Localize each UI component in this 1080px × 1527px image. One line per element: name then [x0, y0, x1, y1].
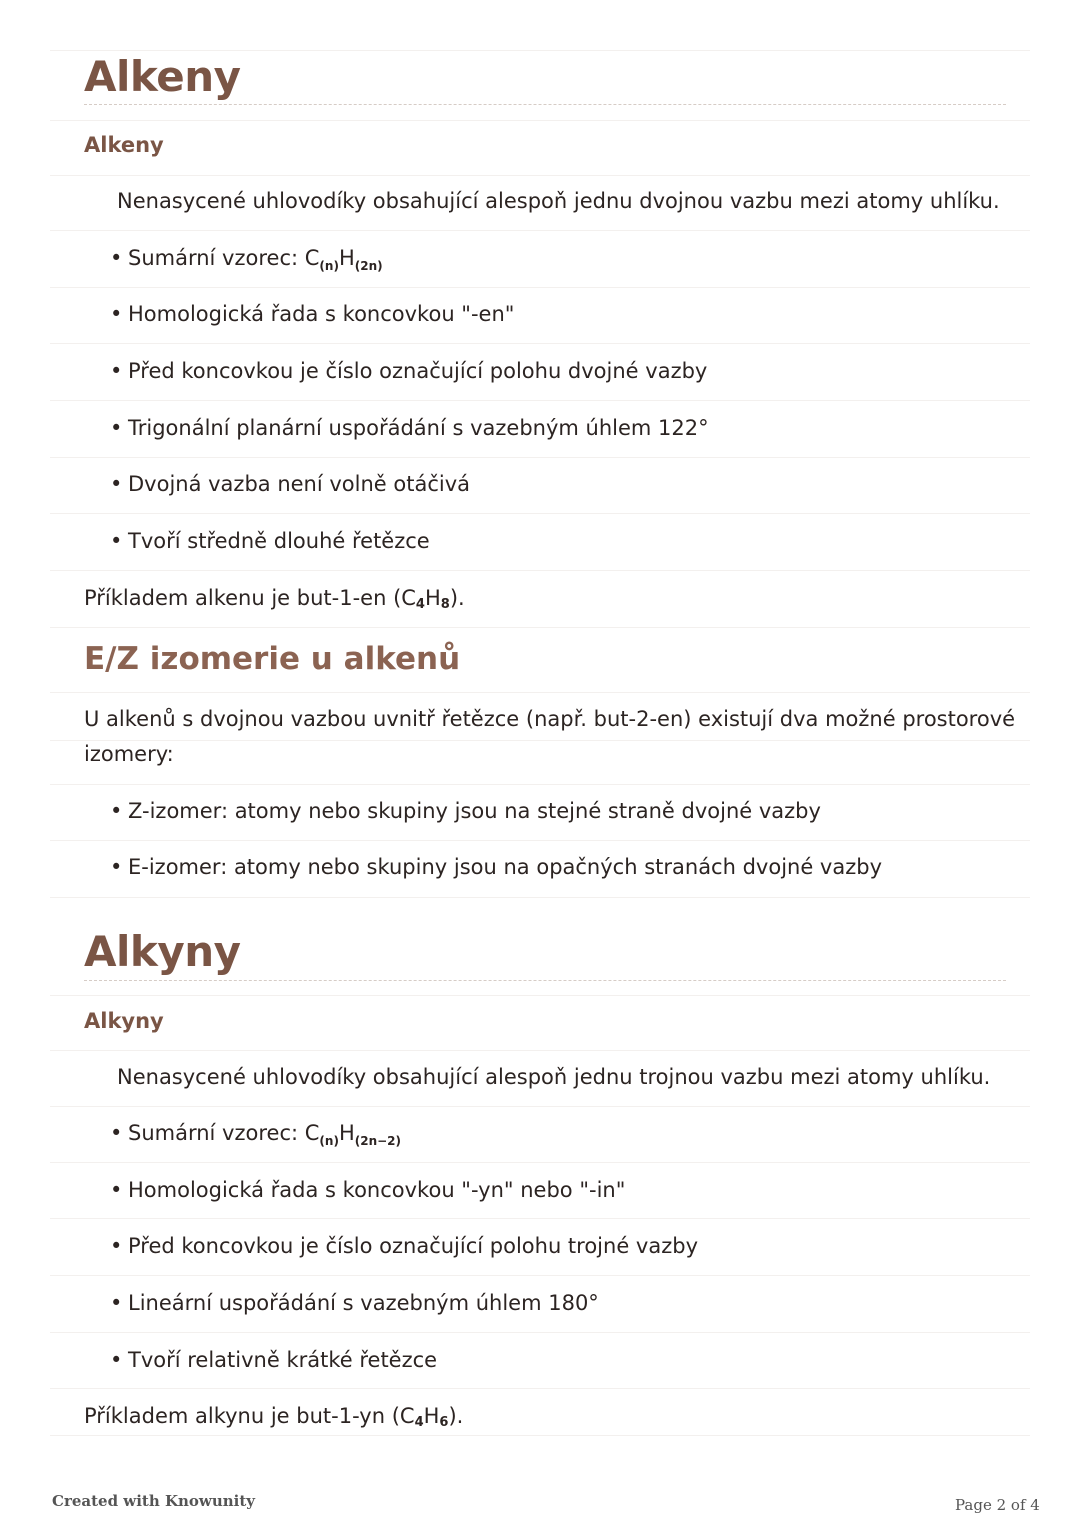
example-suffix: ). [448, 1404, 464, 1428]
bullet-dot: • [110, 799, 123, 823]
rule-line [50, 120, 1030, 121]
list-item-text: E-izomer: atomy nebo skupiny jsou na opačných stranách dvojné vazby [128, 855, 883, 879]
bullet-dot: • [110, 1121, 123, 1145]
example-c-subscript: 4 [415, 597, 425, 612]
list-item [110, 416, 709, 440]
rule-line [50, 287, 1030, 288]
list-item [110, 1291, 599, 1315]
alkeny-formula-item [110, 246, 383, 273]
rule-line [50, 513, 1030, 514]
formula-h: H [338, 1121, 355, 1145]
example-suffix: ). [449, 586, 465, 610]
bullet-dot: • [110, 472, 123, 496]
alkeny-example [84, 586, 465, 612]
list-item [110, 1178, 625, 1202]
example-h: H [423, 1404, 440, 1428]
rule-line [50, 400, 1030, 401]
example-text: Příkladem alkynu je but-1-yn (C [84, 1404, 415, 1428]
rule-line [50, 343, 1030, 344]
rule-line [50, 897, 1030, 898]
alkyny-title: Alkyny [84, 927, 241, 976]
bullet-dot: • [110, 302, 123, 326]
list-item-text: Z-izomer: atomy nebo skupiny jsou na stejné straně dvojné vazby [128, 799, 821, 823]
rule-line [50, 740, 1030, 741]
bullet-dot: • [110, 416, 123, 440]
rule-line [50, 1050, 1030, 1051]
rule-line [50, 627, 1030, 628]
list-item-text: Tvoří relativně krátké řetězce [128, 1348, 438, 1372]
ez-paragraph-line: U alkenů s dvojnou vazbou uvnitř řetězce (např. but-2-en) existují dva možné prostorové [84, 707, 1016, 731]
formula-h: H [338, 246, 355, 270]
example-h-subscript: 8 [440, 597, 450, 612]
bullet-dot: • [110, 855, 123, 879]
list-item-text: Před koncovkou je číslo označující polohu trojné vazby [128, 1234, 698, 1258]
footer-credit: Created with Knowunity [52, 1492, 255, 1510]
formula-c-subscript: (n) [319, 259, 339, 273]
bullet-dot: • [110, 1348, 123, 1372]
rule-line [50, 1162, 1030, 1163]
formula-label: Sumární vzorec: [128, 246, 305, 270]
rule-line [50, 1218, 1030, 1219]
list-item-text: Homologická řada s koncovkou "-yn" nebo "-in" [128, 1178, 626, 1202]
example-h-subscript: 6 [439, 1415, 449, 1430]
rule-line [50, 570, 1030, 571]
list-item [110, 472, 470, 496]
bullet-dot: • [110, 1291, 123, 1315]
list-item-text: Lineární uspořádání s vazebným úhlem 180° [128, 1291, 599, 1315]
example-c-subscript: 4 [414, 1415, 424, 1430]
rule-line [50, 1388, 1030, 1389]
rule-line [50, 50, 1030, 51]
alkeny-subtitle: Alkeny [84, 133, 164, 157]
list-item-text: Trigonální planární uspořádání s vazebným úhlem 122° [128, 416, 709, 440]
formula-c: C [304, 1121, 320, 1145]
bullet-dot: • [110, 529, 123, 553]
list-item [110, 529, 430, 553]
bullet-dot: • [110, 1234, 123, 1258]
page-number: Page 2 of 4 [955, 1496, 1040, 1514]
alkeny-intro: Nenasycené uhlovodíky obsahující alespoň jednu dvojnou vazbu mezi atomy uhlíku. [117, 189, 1000, 213]
list-item [110, 302, 514, 326]
list-item [110, 1234, 698, 1258]
formula-c-subscript: (n) [319, 1134, 339, 1148]
alkyny-formula-item [110, 1121, 401, 1148]
rule-line [50, 840, 1030, 841]
formula-c: C [304, 246, 320, 270]
alkyny-subtitle: Alkyny [84, 1009, 164, 1033]
rule-line [50, 995, 1030, 996]
rule-line [50, 457, 1030, 458]
rule-line [50, 1332, 1030, 1333]
alkeny-title: Alkeny [84, 52, 241, 101]
example-text: Příkladem alkenu je but-1-en (C [84, 586, 416, 610]
alkeny-title-divider [84, 104, 1006, 105]
list-item [110, 799, 821, 823]
rule-line [50, 1106, 1030, 1107]
list-item [110, 1348, 437, 1372]
rule-line [50, 784, 1030, 785]
bullet-dot: • [110, 359, 123, 383]
formula-h-subscript: (2n−2) [354, 1134, 401, 1148]
list-item [110, 359, 707, 383]
list-item-text: Tvoří středně dlouhé řetězce [128, 529, 430, 553]
alkyny-title-divider [84, 980, 1006, 981]
list-item [110, 855, 882, 879]
bullet-dot: • [110, 1178, 123, 1202]
list-item-text: Dvojná vazba není volně otáčivá [128, 472, 471, 496]
alkyny-intro: Nenasycené uhlovodíky obsahující alespoň jednu trojnou vazbu mezi atomy uhlíku. [117, 1065, 991, 1089]
rule-line [50, 692, 1030, 693]
formula-h-subscript: (2n) [354, 259, 383, 273]
formula-label: Sumární vzorec: [128, 1121, 305, 1145]
rule-line [50, 175, 1030, 176]
example-h: H [424, 586, 441, 610]
alkyny-example [84, 1404, 463, 1430]
ez-title: E/Z izomerie u alkenů [84, 641, 461, 677]
rule-line [50, 230, 1030, 231]
ez-paragraph-line: izomery: [84, 742, 174, 766]
bullet-dot: • [110, 246, 123, 270]
list-item-text: Před koncovkou je číslo označující polohu dvojné vazby [128, 359, 708, 383]
rule-line [50, 1435, 1030, 1436]
rule-line [50, 1275, 1030, 1276]
list-item-text: Homologická řada s koncovkou "-en" [128, 302, 515, 326]
